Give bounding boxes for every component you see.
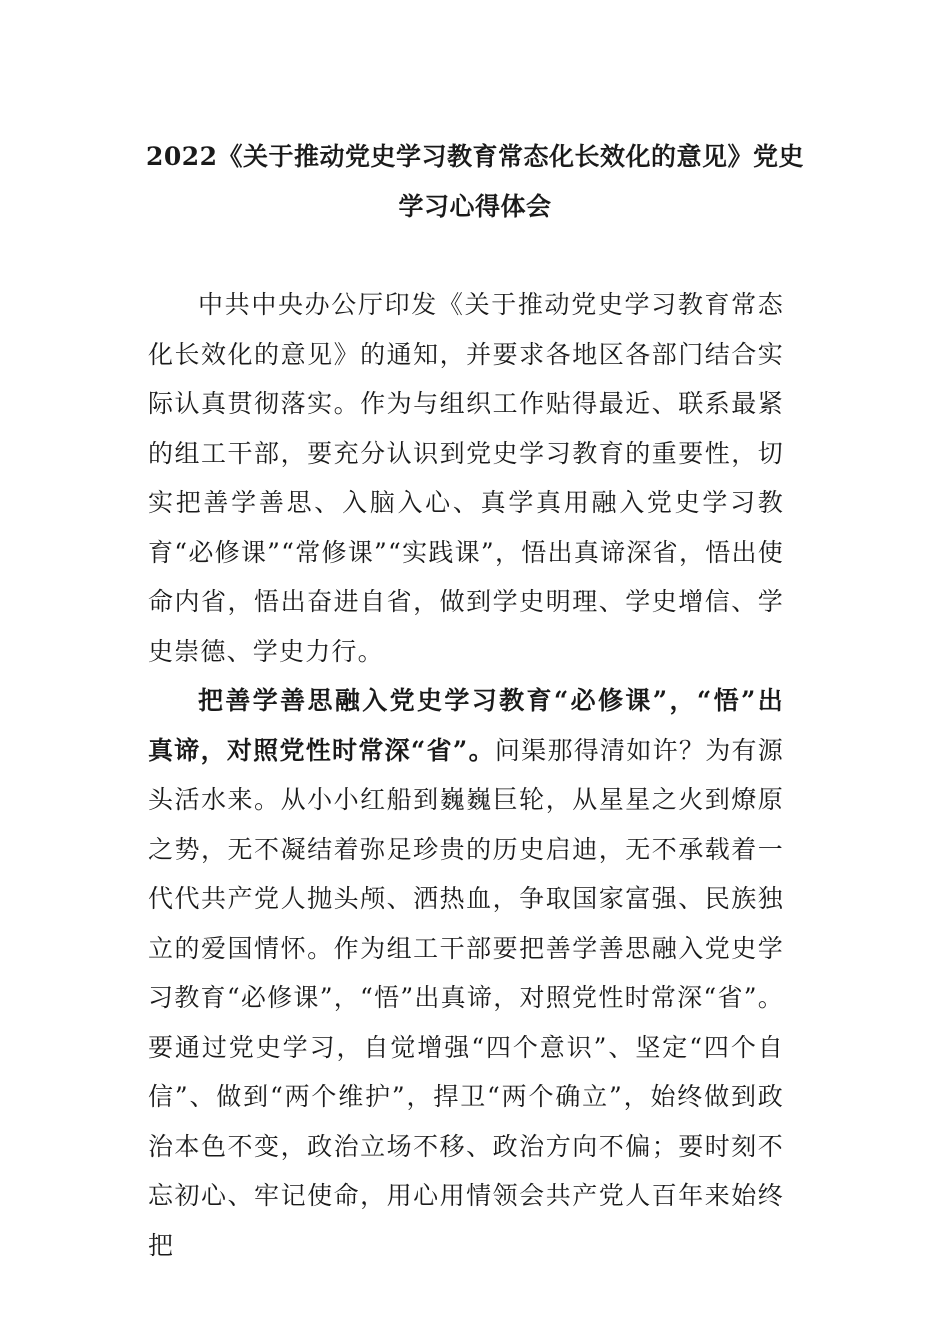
paragraph-2-text: 问渠那得清如许？为有源头活水来。从小小红船到巍巍巨轮，从星星之火到燎原之势，无不凝结着弥足珍贵的历史启迪，无不承载着一代代共产党人抛头颅、洒热血，争取国家富强、民族独立的爱国情怀。作为组工干部要把善学善思融入党史学习教育“必修课”，“悟”出真谛，对照党性时常深“省”。要通过党史学习，自觉增强“四个意识”、坚定“四个自信”、做到“两个维护”，捍卫“两个确立”，始终做到政治本色不变，政治立场不移、政治方向不偏；要时刻不忘初心、牢记使命，用心用情领会共产党人百年来始终把: [148, 735, 785, 1260]
document-title: [120, 132, 830, 232]
title-line-1: 2022《关于推动党史学习教育常态化长效化的意见》党史: [145, 142, 805, 171]
paragraph-2: [148, 676, 784, 1270]
document-body: [148, 280, 784, 1270]
paragraph-2-lead: 把善学善思融入党史学习教育“必修课”，“悟”出真谛，对照党性时常深“省”。: [148, 686, 784, 765]
paragraph-1-text: 中共中央办公厅印发《关于推动党史学习教育常态化长效化的意见》的通知，并要求各地区各部门结合实际认真贯彻落实。作为与组织工作贴得最近、联系最紧的组工干部，要充分认识到党史学习教育的重要性，切实把善学善思、入脑入心、真学真用融入党史学习教育“必修课”“常修课”“实践课”，悟出真谛深省，悟出使命内省，悟出奋进自省，做到学史明理、学史增信、学史崇德、学史力行。: [148, 290, 784, 666]
paragraph-1: [148, 280, 784, 676]
title-line-2: 学习心得体会: [398, 192, 552, 221]
